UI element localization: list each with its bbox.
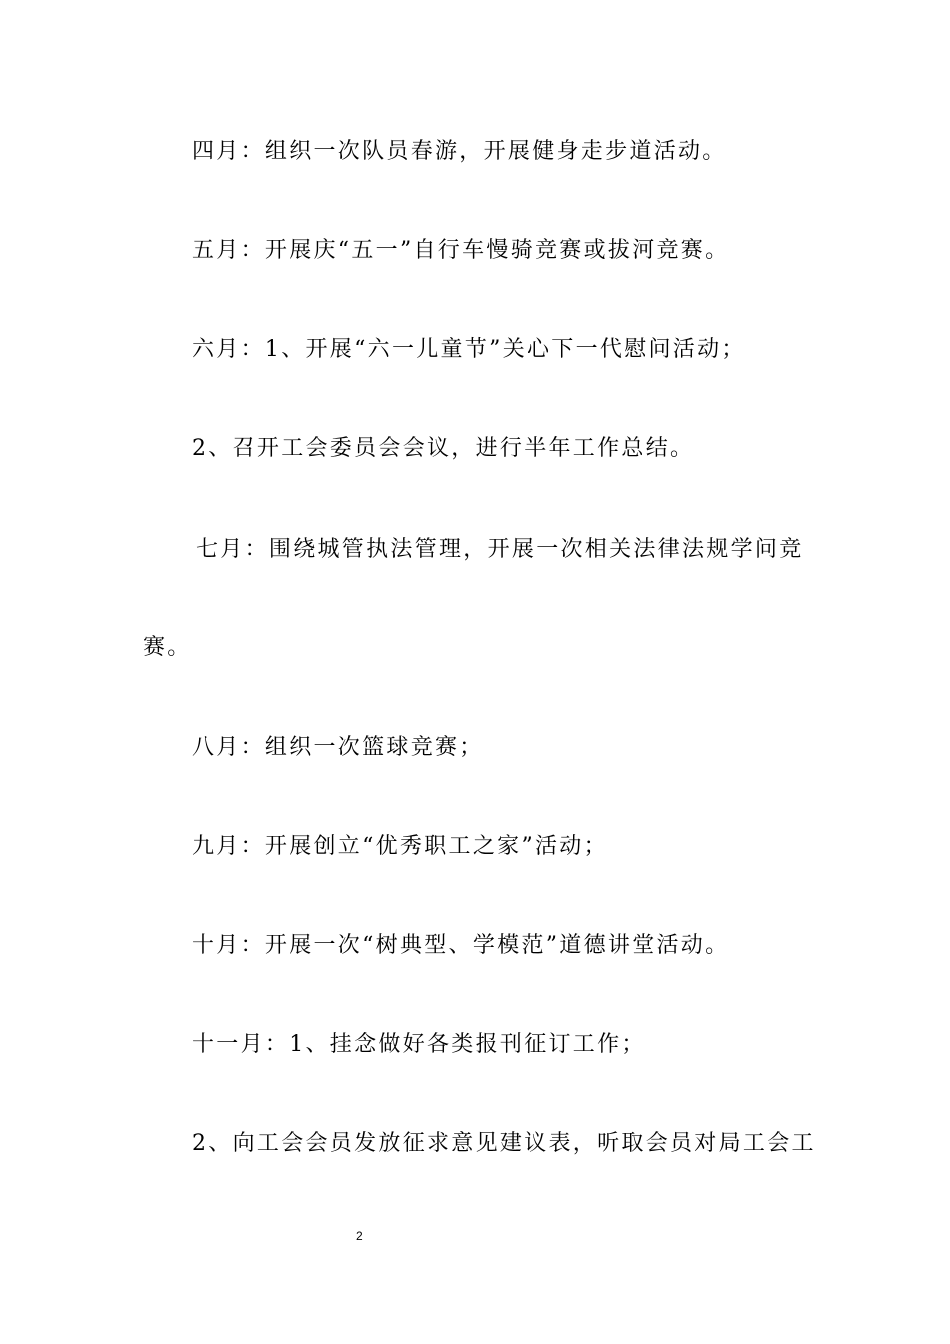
paragraph-november-item-2: 2、向工会会员发放征求意见建议表，听取会员对局工会工 bbox=[192, 1131, 816, 1156]
paragraph-september: 九月：开展创立“优秀职工之家”活动； bbox=[192, 834, 608, 859]
paragraph-june-item-1: 六月：1、开展“六一儿童节”关心下一代慰问活动； bbox=[192, 337, 746, 362]
page-number: 2 bbox=[356, 1229, 363, 1243]
paragraph-july: 七月：围绕城管执法管理，开展一次相关法律法规学问竞 bbox=[196, 537, 804, 562]
paragraph-october: 十月：开展一次“树典型、学模范”道德讲堂活动。 bbox=[192, 933, 730, 958]
paragraph-july-continued: 赛。 bbox=[143, 635, 192, 660]
paragraph-november-item-1: 十一月：1、挂念做好各类报刊征订工作； bbox=[192, 1032, 646, 1057]
paragraph-august: 八月：组织一次篮球竞赛； bbox=[192, 735, 484, 760]
paragraph-may: 五月：开展庆“五一”自行车慢骑竞赛或拔河竞赛。 bbox=[192, 238, 730, 263]
paragraph-june-item-2: 2、召开工会委员会会议，进行半年工作总结。 bbox=[192, 436, 695, 461]
paragraph-april: 四月：组织一次队员春游，开展健身走步道活动。 bbox=[192, 139, 727, 164]
